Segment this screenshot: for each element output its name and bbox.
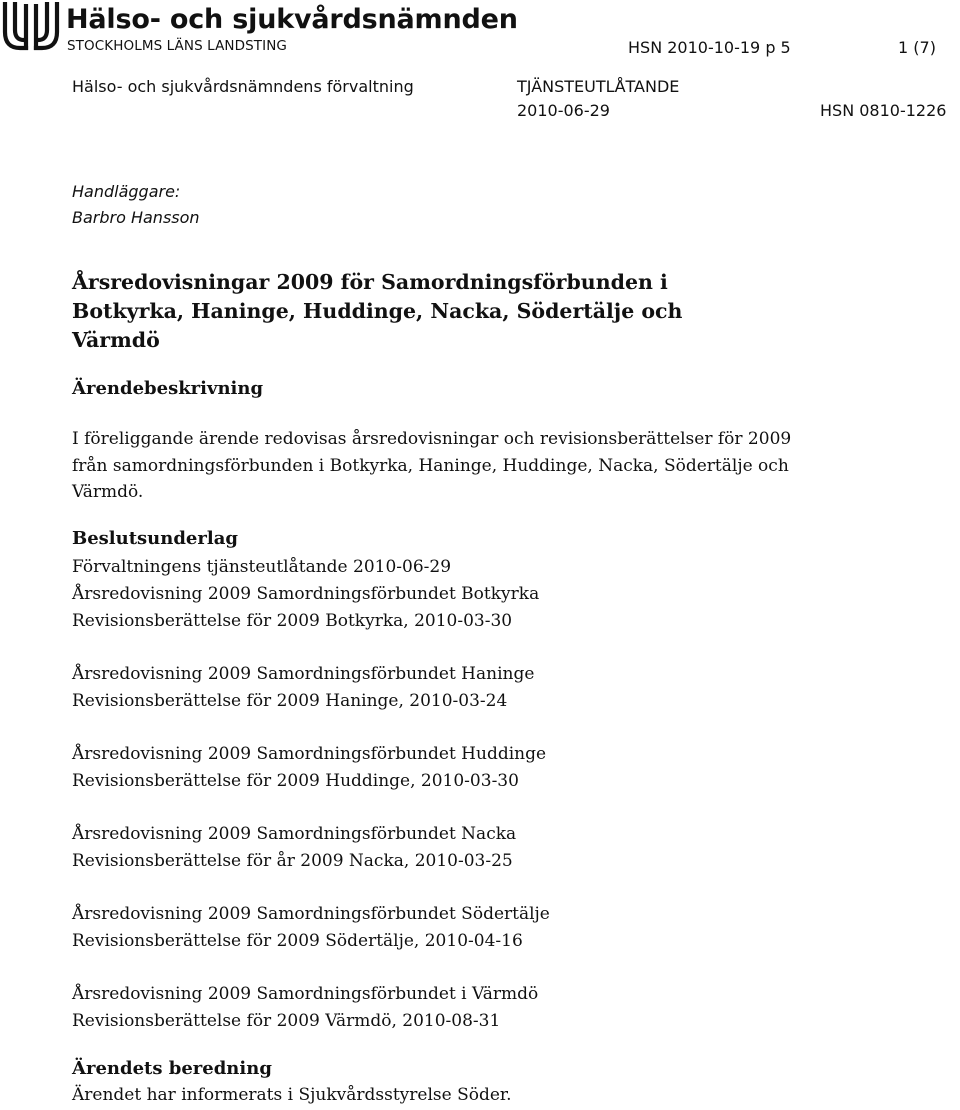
basis-item: Revisionsberättelse för 2009 Botkyrka, 2010-03-30 [72,611,513,631]
basis-item: Revisionsberättelse för 2009 Värmdö, 2010-08-31 [72,1011,501,1031]
page-number: 1 (7) [898,38,936,57]
document-type: TJÄNSTEUTLÅTANDE [517,77,680,96]
basis-item: Revisionsberättelse för 2009 Haninge, 2010-03-24 [72,691,508,711]
basis-item: Årsredovisning 2009 Samordningsförbundet i Värmdö [72,984,539,1004]
preparation-heading: Ärendets beredning [72,1058,272,1079]
basis-item: Årsredovisning 2009 Samordningsförbundet Botkyrka [72,584,540,604]
handler-label: Handläggare: [72,182,181,201]
county-council-logo [2,2,60,52]
document-date: 2010-06-29 [517,101,610,120]
basis-item: Årsredovisning 2009 Samordningsförbundet Södertälje [72,904,550,924]
description-heading: Ärendebeskrivning [72,378,264,399]
basis-item: Förvaltningens tjänsteutlåtande 2010-06-29 [72,557,452,577]
preparation-text: Ärendet har informerats i Sjukvårdsstyrelse Söder. [72,1085,512,1105]
basis-item: Årsredovisning 2009 Samordningsförbundet Haninge [72,664,535,684]
document-title: Årsredovisningar 2009 för Samordningsförbunden i Botkyrka, Haninge, Huddinge, Nacka, Södertälje och Värmdö [72,270,683,352]
basis-item: Revisionsberättelse för 2009 Huddinge, 2010-03-30 [72,771,519,791]
basis-item: Revisionsberättelse för år 2009 Nacka, 2010-03-25 [72,851,513,871]
case-number: HSN 0810-1226 [820,101,947,120]
basis-item: Årsredovisning 2009 Samordningsförbundet Huddinge [72,744,547,764]
org-name: Hälso- och sjukvårdsnämnden [66,4,518,35]
basis-item: Årsredovisning 2009 Samordningsförbundet Nacka [72,824,517,844]
description-text: I föreliggande ärende redovisas årsredovisningar och revisionsberättelser för 2009 från samordningsförbunden i Botkyrka, Haninge, Huddinge, Nacka, Södertälje och Värmdö. [72,429,792,502]
basis-item: Revisionsberättelse för 2009 Södertälje, 2010-04-16 [72,931,523,951]
meeting-reference: HSN 2010-10-19 p 5 [628,38,791,57]
basis-heading: Beslutsunderlag [72,528,238,549]
org-subtitle: STOCKHOLMS LÄNS LANDSTING [67,38,287,54]
handler-name: Barbro Hansson [72,208,200,227]
department-name: Hälso- och sjukvårdsnämndens förvaltning [72,77,414,96]
